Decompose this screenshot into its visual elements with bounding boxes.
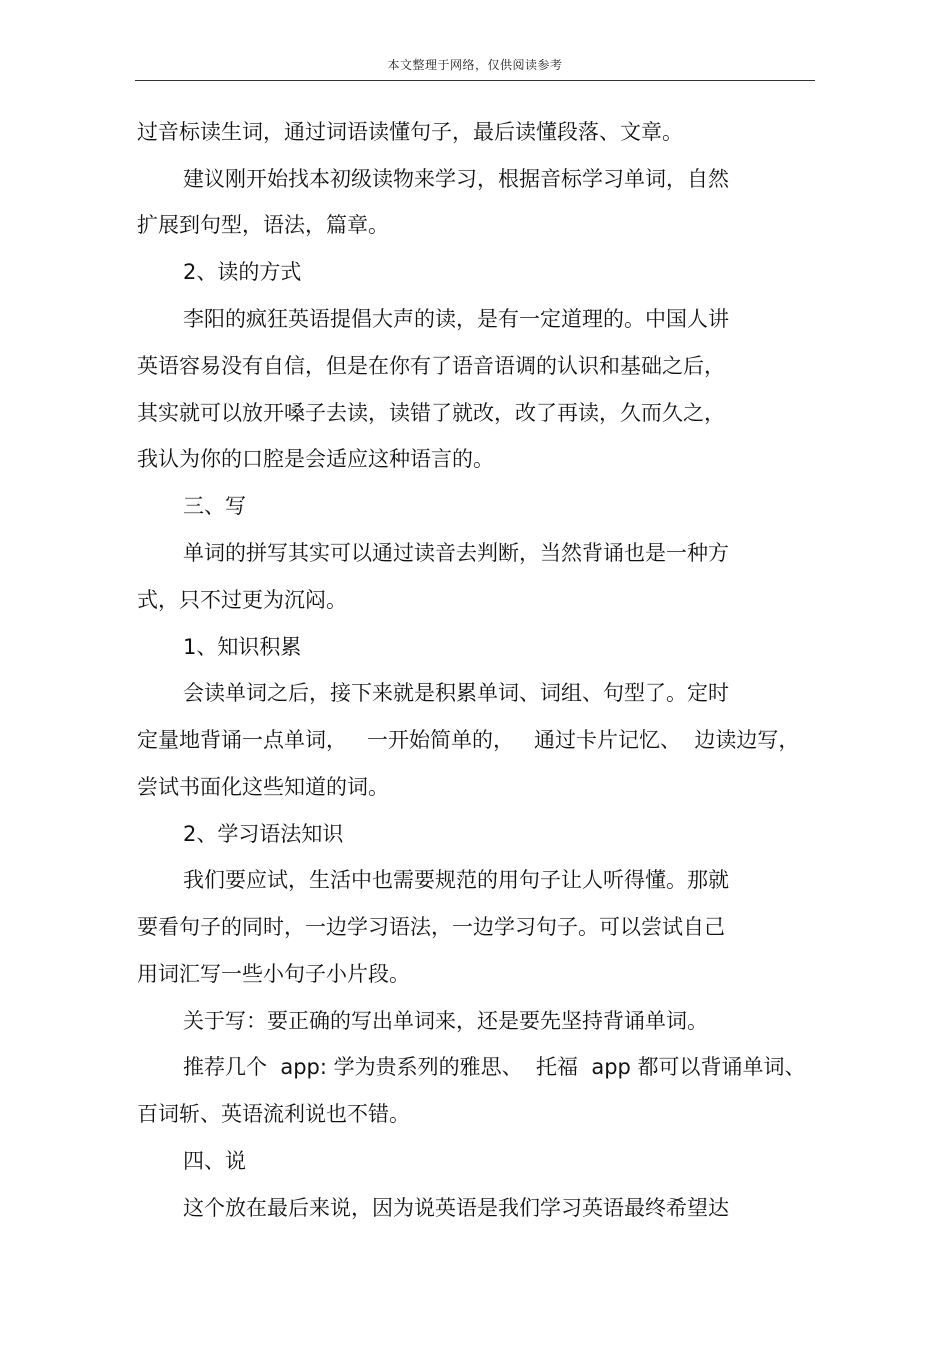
section-heading: 2、学习语法知识 [183, 822, 344, 846]
paragraph-line: 推荐几个 app: 学为贵系列的雅思、 托福 app 都可以背诵单词、 [183, 1055, 806, 1079]
section-heading: 三、写 [183, 494, 246, 518]
paragraph-line: 关于写：要正确的写出单词来，还是要先坚持背诵单词。 [183, 1009, 708, 1033]
section-heading: 1、知识积累 [183, 635, 302, 659]
paragraph-line: 会读单词之后，接下来就是积累单词、词组、句型了。定时 [183, 681, 729, 705]
header-divider [135, 80, 815, 81]
section-heading: 2、读的方式 [183, 260, 302, 284]
paragraph-line: 扩展到句型，语法，篇章。 [137, 213, 389, 237]
paragraph-line: 式，只不过更为沉闷。 [137, 588, 347, 612]
paragraph-line: 百词斩、英语流利说也不错。 [137, 1102, 410, 1126]
paragraph-line: 尝试书面化这些知道的词。 [137, 775, 389, 799]
paragraph-line: 我们要应试，生活中也需要规范的用句子让人听得懂。那就 [183, 868, 729, 892]
paragraph-line: 单词的拼写其实可以通过读音去判断，当然背诵也是一种方 [183, 541, 729, 565]
paragraph-line: 李阳的疯狂英语提倡大声的读，是有一定道理的。中国人讲 [183, 307, 729, 331]
paragraph-line: 这个放在最后来说，因为说英语是我们学习英语最终希望达 [183, 1196, 729, 1220]
paragraph-line: 英语容易没有自信，但是在你有了语音语调的认识和基础之后， [137, 354, 725, 378]
paragraph-line: 要看句子的同时，一边学习语法，一边学习句子。可以尝试自己 [137, 915, 725, 939]
page-header: 本文整理于网络，仅供阅读参考 [387, 58, 563, 72]
section-heading: 四、说 [183, 1149, 246, 1173]
paragraph-line: 其实就可以放开嗓子去读，读错了就改，改了再读，久而久之， [137, 401, 725, 425]
paragraph-line: 我认为你的口腔是会适应这种语言的。 [137, 447, 494, 471]
paragraph-line: 建议刚开始找本初级读物来学习，根据音标学习单词，自然 [183, 167, 729, 191]
paragraph-line: 过音标读生词，通过词语读懂句子，最后读懂段落、文章。 [137, 120, 683, 144]
paragraph-line: 定量地背诵一点单词， 一开始简单的， 通过卡片记忆、 边读边写， [137, 728, 800, 752]
paragraph-line: 用词汇写一些小句子小片段。 [137, 962, 410, 986]
